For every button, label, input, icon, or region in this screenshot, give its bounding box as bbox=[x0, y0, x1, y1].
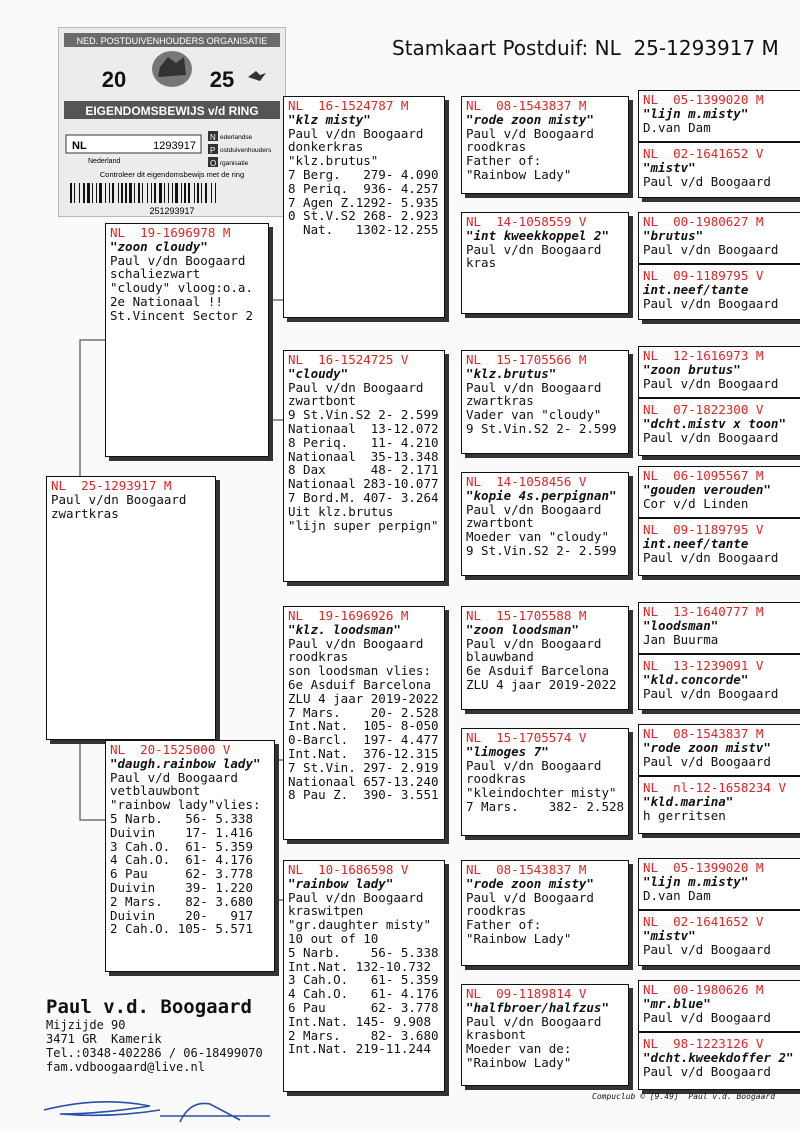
card-content bbox=[462, 985, 628, 1070]
pigeon-info-line: ZLU 4 jaar 2019-2022 bbox=[288, 690, 439, 706]
pigeon-info-line: "dcht.mistv x toon" bbox=[643, 415, 786, 431]
pigeon-info-line: Paul v/dn Boogaard bbox=[288, 379, 424, 395]
pigeon-info-line: Paul v/dn Boogaard bbox=[466, 757, 602, 773]
ggp-sire bbox=[639, 859, 800, 902]
pigeon-info-line: 7 Mars. 382- 2.528 bbox=[466, 798, 625, 814]
pigeon-info-line: 6e Asduif Barcelona bbox=[466, 663, 609, 679]
pigeon-info-line: "rode zoon mistv" bbox=[643, 739, 771, 755]
pigeon-info-line: "limoges 7" bbox=[466, 743, 549, 759]
ring-number-label: NL 07-1822300 V bbox=[643, 402, 764, 417]
ring-number-label: NL 15-1705574 V bbox=[466, 730, 587, 745]
ring-number-label: NL 09-1189795 V bbox=[643, 522, 764, 537]
pigeon-info-line: 10 out of 10 bbox=[288, 930, 379, 946]
pigeon-card-gp-1[interactable] bbox=[461, 96, 629, 194]
pigeon-info-line: Paul v/dn Boogaard bbox=[288, 125, 424, 141]
pigeon-card-gp-2[interactable] bbox=[461, 212, 629, 314]
ring-number-label: NL nl-12-1658234 V bbox=[643, 780, 786, 795]
ring-number-label: NL 05-1399020 M bbox=[643, 860, 764, 875]
pigeon-info-line: "zoon cloudy" bbox=[110, 238, 208, 254]
pigeon-card-gp-5[interactable] bbox=[461, 606, 629, 710]
ring-number: 1293917 bbox=[153, 140, 196, 152]
npo-line-3: rganisatie bbox=[220, 160, 249, 167]
pigeon-info-line: "dcht.kweekdoffer 2" bbox=[643, 1049, 794, 1065]
ring-number-label: NL 15-1705588 M bbox=[466, 608, 587, 623]
pigeon-info-line: "klz misty" bbox=[288, 111, 371, 127]
pigeon-info-line: Father of: bbox=[466, 153, 542, 169]
ring-number-label: NL 08-1543837 M bbox=[466, 98, 587, 113]
pigeon-info-line: "rainbow lady" bbox=[288, 875, 394, 891]
pigeon-card-sire-dam[interactable] bbox=[283, 350, 445, 582]
pigeon-info-line: Paul v/d Boogaard bbox=[643, 1063, 771, 1079]
pigeon-info-line: Paul v/dn Boogaard bbox=[643, 295, 779, 311]
ring-number-label: NL 25-1293917 M bbox=[51, 478, 172, 493]
ring-number-label: NL 05-1399020 M bbox=[643, 92, 764, 107]
ggp-dam bbox=[639, 909, 800, 956]
pigeon-info-line: Nationaal 13-12.072 bbox=[288, 420, 439, 436]
pigeon-info-line: "mistv" bbox=[643, 927, 696, 943]
ring-number-label: NL 16-1524725 V bbox=[288, 352, 409, 367]
pigeon-card-ggp-pair-6[interactable] bbox=[638, 724, 800, 834]
pigeon-info-line: 4 Cah.O. 61- 4.176 bbox=[288, 986, 439, 1002]
pigeon-info-line: roodkras bbox=[466, 771, 527, 787]
pigeon-info-line: "loodsman" bbox=[643, 617, 719, 633]
pigeon-info-line: 2e Nationaal !! bbox=[110, 293, 223, 309]
pigeon-info-line: son loodsman vlies: bbox=[288, 663, 431, 679]
pigeon-card-ggp-pair-1[interactable] bbox=[638, 90, 800, 198]
pigeon-info-line: Moeder van de: bbox=[466, 1041, 572, 1057]
pigeon-info-line: 8 Periq. 936- 4.257 bbox=[288, 180, 439, 196]
ring-number-label: NL 16-1524787 M bbox=[288, 98, 409, 113]
pigeon-card-ggp-pair-3[interactable] bbox=[638, 346, 800, 456]
ring-number-label: NL 02-1641652 V bbox=[643, 914, 764, 929]
svg-text:O: O bbox=[210, 159, 217, 168]
pigeon-info-line: Vader van "cloudy" bbox=[466, 407, 602, 423]
ring-number-label: NL 20-1525000 V bbox=[110, 742, 231, 757]
pigeon-card-subject[interactable] bbox=[46, 476, 216, 740]
pigeon-info-line: "gouden verouden" bbox=[643, 481, 771, 497]
ring-org: NED. POSTDUIVENHOUDERS ORGANISATIE bbox=[76, 36, 268, 46]
pigeon-info-line: Paul v/dn Boogaard bbox=[466, 501, 602, 517]
pigeon-info-line: "kleindochter misty" bbox=[466, 785, 617, 801]
pigeon-info-line: Jan Buurma bbox=[643, 631, 719, 647]
owner-phone: Tel.:0348-402286 / 06-18499070 bbox=[46, 1046, 263, 1060]
pigeon-info-line: "Rainbow Lady" bbox=[466, 930, 572, 946]
ring-number-label: NL 13-1239091 V bbox=[643, 658, 764, 673]
pigeon-info-line: krasbont bbox=[466, 1027, 527, 1043]
pigeon-info-line: Paul v/dn Boogaard bbox=[643, 429, 779, 445]
pigeon-info-line: "mr.blue" bbox=[643, 995, 711, 1011]
owner-name: Paul v.d. Boogaard bbox=[46, 996, 252, 1018]
ring-number-label: NL 98-1223126 V bbox=[643, 1036, 764, 1051]
pigeon-info-line: 4 Cah.O. 61- 4.176 bbox=[110, 852, 253, 868]
pigeon-info-line: 9 St.Vin.S2 2- 2.599 bbox=[288, 407, 439, 423]
pigeon-info-line: "zoon loodsman" bbox=[466, 621, 579, 637]
pigeon-info-line: "gr.daughter misty" bbox=[288, 917, 431, 933]
ring-number-label: NL 15-1705566 M bbox=[466, 352, 587, 367]
ring-control-text: Controleer dit eigendomsbewijs met de ring bbox=[99, 170, 245, 179]
pigeon-info-line: "brutus" bbox=[643, 227, 704, 243]
pigeon-info-line: "rode zoon misty" bbox=[466, 111, 594, 127]
pigeon-info-line: Int.Nat. 376-12.315 bbox=[288, 745, 439, 761]
pigeon-info-line: donkerkras bbox=[288, 139, 364, 155]
pigeon-info-line: 3 Cah.O. 61- 5.359 bbox=[110, 838, 253, 854]
pigeon-info-line: Paul v/dn Boogaard bbox=[466, 635, 602, 651]
pigeon-info-line: Paul v/d Boogaard bbox=[110, 769, 238, 785]
barcode-number: 251293917 bbox=[149, 206, 195, 216]
pigeon-info-line: Moeder van "cloudy" bbox=[466, 529, 609, 545]
pigeon-info-line: D.van Dam bbox=[643, 119, 711, 135]
pigeon-info-line: Paul v/dn Boogaard bbox=[288, 635, 424, 651]
ggp-sire bbox=[639, 467, 800, 510]
pigeon-info-line: "lijn super perpign" bbox=[288, 517, 439, 533]
npo-line-2: ostduivenhouders bbox=[220, 147, 272, 154]
pigeon-info-line: roodkras bbox=[466, 139, 527, 155]
ring-year-left: 20 bbox=[101, 67, 127, 92]
card-content bbox=[106, 224, 268, 323]
npo-line-1: ederlandse bbox=[220, 134, 253, 141]
pigeon-info-line: zwartbont bbox=[466, 515, 534, 531]
pigeon-info-line: "rainbow lady"vlies: bbox=[110, 797, 261, 813]
pigeon-info-line: zwartbont bbox=[288, 393, 356, 409]
pigeon-info-line: "halfbroer/halfzus" bbox=[466, 999, 609, 1015]
pigeon-info-line: 6e Asduif Barcelona bbox=[288, 676, 431, 692]
pigeon-info-line: Paul v/d Boogaard bbox=[466, 889, 594, 905]
pigeon-card-gp-8[interactable] bbox=[461, 984, 629, 1086]
pigeon-info-line: "int kweekkoppel 2" bbox=[466, 227, 609, 243]
card-content bbox=[462, 97, 628, 182]
pigeon-info-line: Uit klz.brutus bbox=[288, 503, 394, 519]
ggp-dam bbox=[639, 775, 800, 822]
pigeon-info-line: "kld.concorde" bbox=[643, 671, 749, 687]
card-content bbox=[462, 729, 628, 814]
pigeon-info-line: "klz. loodsman" bbox=[288, 621, 401, 637]
card-content bbox=[284, 97, 444, 237]
pigeon-card-gp-4[interactable] bbox=[461, 472, 629, 576]
pigeon-info-line: Father of: bbox=[466, 917, 542, 933]
ggp-sire bbox=[639, 725, 800, 768]
pigeon-info-line: 8 Pau Z. 390- 3.551 bbox=[288, 787, 439, 803]
ggp-sire bbox=[639, 981, 800, 1024]
pigeon-info-line: 9 St.Vin.S2 2- 2.599 bbox=[466, 420, 617, 436]
ggp-dam bbox=[639, 141, 800, 188]
pigeon-info-line: Duivin 39- 1.220 bbox=[110, 879, 253, 895]
ring-number-label: NL 19-1696926 M bbox=[288, 608, 409, 623]
card-content bbox=[284, 861, 444, 1056]
pigeon-info-line: "cloudy" bbox=[288, 365, 349, 381]
card-content bbox=[284, 607, 444, 802]
pigeon-info-line: "klz.brutus" bbox=[466, 365, 557, 381]
ggp-sire bbox=[639, 347, 800, 390]
ggp-sire bbox=[639, 91, 800, 134]
pigeon-info-line: roodkras bbox=[288, 649, 349, 665]
pigeon-info-line: Int.Nat. 145- 9.908 bbox=[288, 1013, 431, 1029]
pigeon-card-dam-dam[interactable] bbox=[283, 860, 445, 1092]
ring-number-label: NL 09-1189795 V bbox=[643, 268, 764, 283]
ggp-sire bbox=[639, 603, 800, 646]
ggp-dam bbox=[639, 263, 800, 310]
pigeon-info-line: Nat. 1302-12.255 bbox=[288, 222, 439, 238]
pigeon-info-line: Nationaal 283-10.077 bbox=[288, 476, 439, 492]
card-content bbox=[106, 741, 274, 936]
pigeon-info-line: Duivin 17- 1.416 bbox=[110, 824, 253, 840]
pigeon-info-line: St.Vincent Sector 2 bbox=[110, 307, 253, 323]
ggp-dam bbox=[639, 397, 800, 444]
pigeon-info-line: 7 Bord.M. 407- 3.264 bbox=[288, 489, 439, 505]
pigeon-info-line: "kopie 4s.perpignan" bbox=[466, 487, 617, 503]
pigeon-card-ggp-pair-7[interactable] bbox=[638, 858, 800, 966]
ring-banner: EIGENDOMSBEWIJS v/d RING bbox=[85, 104, 259, 118]
pigeon-info-line: kraswitpen bbox=[288, 903, 364, 919]
pigeon-info-line: 2 Cah.O. 105- 5.571 bbox=[110, 921, 253, 937]
pigeon-info-line: D.van Dam bbox=[643, 887, 711, 903]
ring-number-label: NL 12-1616973 M bbox=[643, 348, 764, 363]
ring-number-label: NL 00-1980627 M bbox=[643, 214, 764, 229]
pigeon-info-line: Paul v/dn Boogaard bbox=[643, 241, 779, 257]
pigeon-card-dam[interactable] bbox=[105, 740, 275, 972]
footer-credit: Compuclub © [9.49] Paul v.d. Boogaard bbox=[592, 1092, 776, 1101]
pigeon-info-line: Nationaal 657-13.240 bbox=[288, 773, 439, 789]
pigeon-info-line: 8 Dax 48- 2.171 bbox=[288, 462, 439, 478]
owner-address: Mijzijde 90 bbox=[46, 1018, 126, 1032]
pigeon-info-line: h gerritsen bbox=[643, 807, 726, 823]
ring-number-label: NL 13-1640777 M bbox=[643, 604, 764, 619]
pigeon-info-line: Duivin 20- 917 bbox=[110, 907, 253, 923]
ggp-dam bbox=[639, 517, 800, 564]
pigeon-info-line: 6 Pau 62- 3.778 bbox=[110, 866, 253, 882]
pigeon-info-line: 9 St.Vin.S2 2- 2.599 bbox=[466, 542, 617, 558]
pigeon-card-gp-3[interactable] bbox=[461, 350, 629, 454]
pigeon-info-line: Paul v/d Boogaard bbox=[643, 173, 771, 189]
pigeon-info-line: Int.Nat. 105- 8-050 bbox=[288, 718, 439, 734]
pigeon-card-dam-sire[interactable] bbox=[283, 606, 445, 840]
pigeon-info-line: Paul v/dn Boogaard bbox=[643, 549, 779, 565]
pigeon-card-sire-sire[interactable] bbox=[283, 96, 445, 318]
pigeon-card-gp-6[interactable] bbox=[461, 728, 629, 836]
ring-number-label: NL 08-1543837 M bbox=[643, 726, 764, 741]
ring-number-label: NL 09-1189814 V bbox=[466, 986, 587, 1001]
svg-text:N: N bbox=[210, 133, 216, 142]
owner-address-block bbox=[46, 996, 263, 1074]
pigeon-info-line: "kld.marina" bbox=[643, 793, 734, 809]
ring-number-label: NL 02-1641652 V bbox=[643, 146, 764, 161]
pigeon-info-line: Paul v/d Boogaard bbox=[643, 941, 771, 957]
ring-number-label: NL 00-1980626 M bbox=[643, 982, 764, 997]
pigeon-info-line: 8 Periq. 11- 4.210 bbox=[288, 434, 439, 450]
pigeon-info-line: "zoon brutus" bbox=[643, 361, 741, 377]
pigeon-info-line: Paul v/d Boogaard bbox=[643, 753, 771, 769]
ggp-dam bbox=[639, 1031, 800, 1078]
pigeon-info-line: Paul v/dn Boogaard bbox=[288, 889, 424, 905]
pigeon-info-line: Paul v/dn Boogaard bbox=[110, 252, 246, 268]
pigeon-info-line: kras bbox=[466, 255, 497, 271]
card-content bbox=[284, 351, 444, 532]
page-title: Stamkaart Postduif: NL 25-1293917 M bbox=[392, 36, 779, 60]
pigeon-info-line: 5 Narb. 56- 5.338 bbox=[110, 810, 253, 826]
ring-number-label: NL 06-1095567 M bbox=[643, 468, 764, 483]
pigeon-info-line: Paul v/dn Boogaard bbox=[51, 491, 187, 507]
pigeon-info-line: 7 St.Vin. 297- 2.919 bbox=[288, 759, 439, 775]
pigeon-info-line: Paul v/d Boogaard bbox=[643, 1009, 771, 1025]
pigeon-info-line: "rode zoon misty" bbox=[466, 875, 594, 891]
pigeon-info-line: "mistv" bbox=[643, 159, 696, 175]
pigeon-info-line: 7 Mars. 20- 2.528 bbox=[288, 704, 439, 720]
pigeon-info-line: "daugh.rainbow lady" bbox=[110, 755, 261, 771]
pigeon-info-line: 5 Narb. 56- 5.338 bbox=[288, 944, 439, 960]
ring-country-label: Nederland bbox=[88, 158, 121, 165]
pigeon-info-line: ZLU 4 jaar 2019-2022 bbox=[466, 676, 617, 692]
ring-number-label: NL 08-1543837 M bbox=[466, 862, 587, 877]
pigeon-info-line: Int.Nat. 132-10.732 bbox=[288, 958, 431, 974]
pigeon-info-line: 6 Pau 62- 3.778 bbox=[288, 999, 439, 1015]
pigeon-card-ggp-pair-5[interactable] bbox=[638, 602, 800, 710]
pigeon-info-line: zwartkras bbox=[466, 393, 534, 409]
pigeon-info-line: Paul v/dn Boogaard bbox=[466, 1013, 602, 1029]
pigeon-info-line: Paul v/dn Boogaard bbox=[643, 375, 779, 391]
pigeon-info-line: schaliezwart bbox=[110, 266, 201, 282]
pigeon-info-line: int.neef/tante bbox=[643, 535, 749, 551]
pigeon-info-line: 2 Mars. 82- 3.680 bbox=[110, 893, 253, 909]
ring-number-label: NL 14-1058559 V bbox=[466, 214, 587, 229]
pigeon-info-line: blauwband bbox=[466, 649, 534, 665]
card-content bbox=[462, 861, 628, 946]
pigeon-info-line: "Rainbow Lady" bbox=[466, 1054, 572, 1070]
pigeon-info-line: Paul v/dn Boogaard bbox=[466, 379, 602, 395]
card-content bbox=[462, 473, 628, 558]
card-content bbox=[462, 607, 628, 692]
pigeon-card-sire[interactable] bbox=[105, 223, 269, 457]
owner-city: 3471 GR Kamerik bbox=[46, 1032, 162, 1046]
pigeon-info-line: "klz.brutus" bbox=[288, 153, 379, 169]
card-content bbox=[462, 351, 628, 436]
pigeon-info-line: int.neef/tante bbox=[643, 281, 749, 297]
ggp-sire bbox=[639, 213, 800, 256]
pigeon-card-gp-7[interactable] bbox=[461, 860, 629, 966]
ring-number-label: NL 14-1058456 V bbox=[466, 474, 587, 489]
pigeon-info-line: Int.Nat. 219-11.244 bbox=[288, 1041, 431, 1057]
signature-icon bbox=[40, 1092, 280, 1128]
pigeon-info-line: "lijn m.misty" bbox=[643, 873, 749, 889]
card-content bbox=[462, 213, 628, 270]
pigeon-info-line: zwartkras bbox=[51, 505, 119, 521]
pigeon-info-line: "cloudy" vloog:o.a. bbox=[110, 280, 253, 296]
pigeon-info-line: 7 Agen Z.1292- 5.935 bbox=[288, 194, 439, 210]
ring-number-label: NL 10-1686598 V bbox=[288, 862, 409, 877]
pigeon-info-line: Paul v/dn Boogaard bbox=[466, 241, 602, 257]
card-content bbox=[47, 477, 215, 520]
ggp-dam bbox=[639, 653, 800, 700]
ring-country: NL bbox=[72, 140, 87, 152]
pigeon-card-ggp-pair-4[interactable] bbox=[638, 466, 800, 576]
pigeon-info-line: "Rainbow Lady" bbox=[466, 166, 572, 182]
pigeon-info-line: 2 Mars. 82- 3.680 bbox=[288, 1027, 439, 1043]
pigeon-info-line: 3 Cah.O. 61- 5.359 bbox=[288, 972, 439, 988]
ring-year-right: 25 bbox=[209, 67, 235, 92]
pigeon-info-line: 0-Barcl. 197- 4.477 bbox=[288, 732, 439, 748]
pigeon-info-line: roodkras bbox=[466, 903, 527, 919]
pigeon-card-ggp-pair-2[interactable] bbox=[638, 212, 800, 320]
pigeon-info-line: Cor v/d Linden bbox=[643, 495, 749, 511]
pigeon-info-line: "lijn m.misty" bbox=[643, 105, 749, 121]
pigeon-info-line: 7 Berg. 279- 4.090 bbox=[288, 166, 439, 182]
svg-text:P: P bbox=[210, 146, 216, 155]
pigeon-info-line: vetblauwbont bbox=[110, 783, 201, 799]
pigeon-info-line: 0 St.V.S2 268- 2.923 bbox=[288, 208, 439, 224]
ring-number-label: NL 19-1696978 M bbox=[110, 225, 231, 240]
owner-email: fam.vdboogaard@live.nl bbox=[46, 1060, 205, 1074]
pigeon-info-line: Paul v/d Boogaard bbox=[466, 125, 594, 141]
pigeon-info-line: Paul v/dn Boogaard bbox=[643, 685, 779, 701]
pigeon-card-ggp-pair-8[interactable] bbox=[638, 980, 800, 1090]
pigeon-info-line: Nationaal 35-13.348 bbox=[288, 448, 439, 464]
